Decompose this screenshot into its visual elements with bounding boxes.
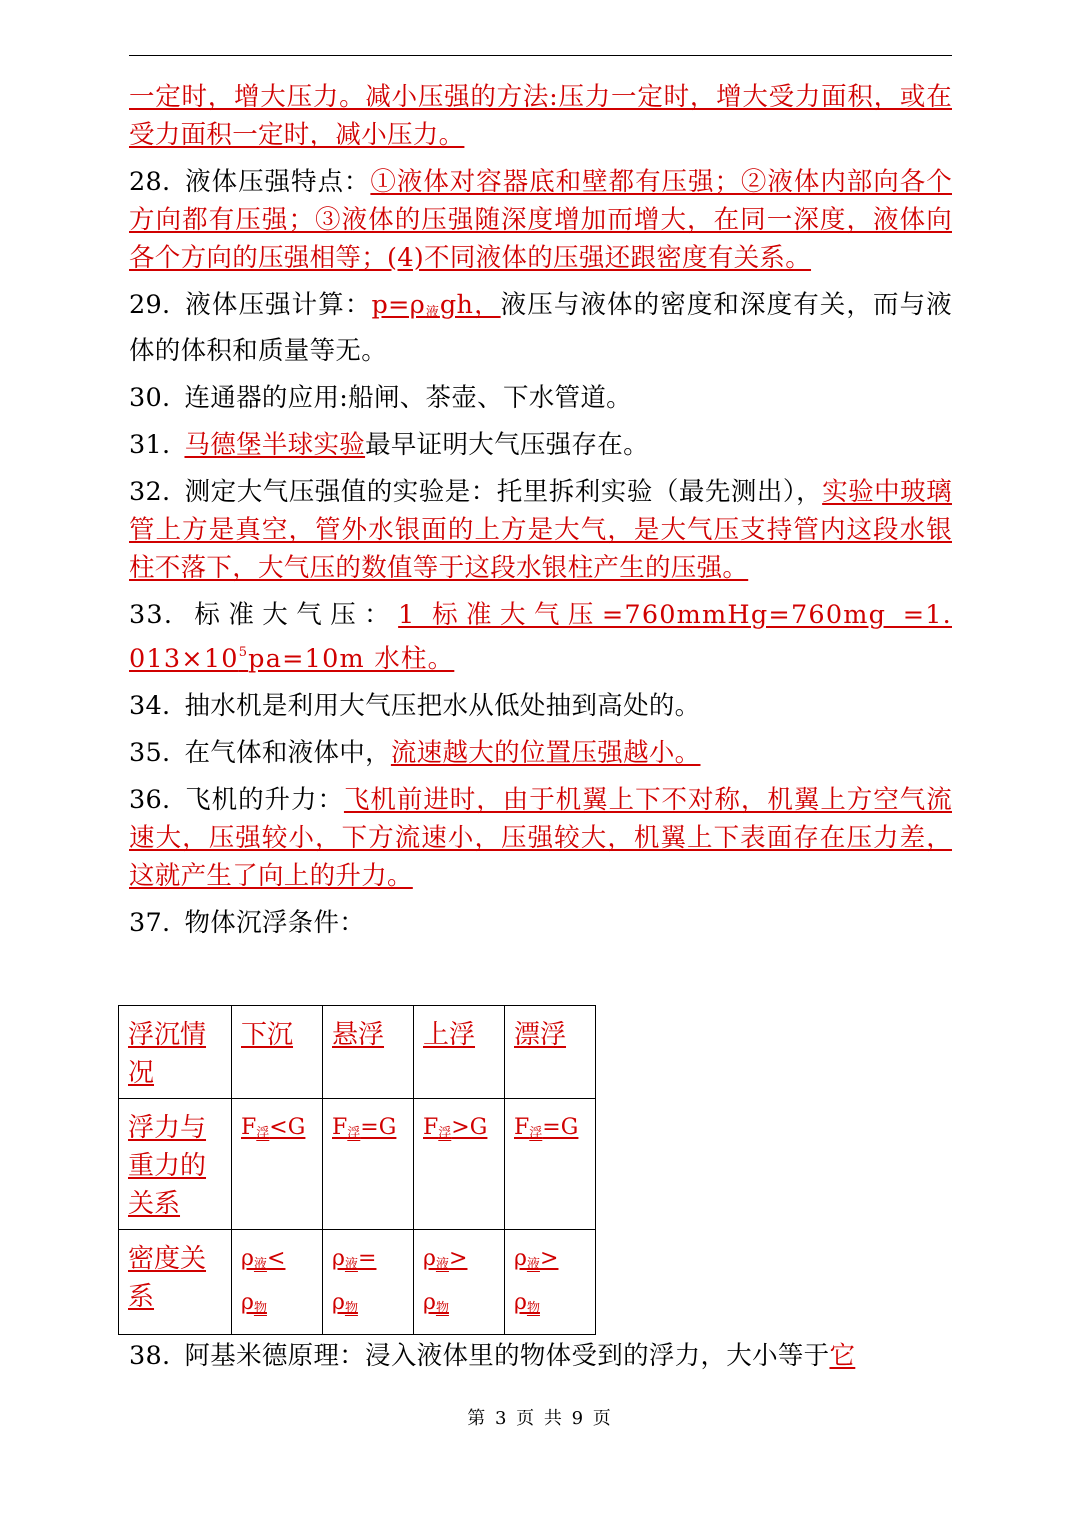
subscript: 液 xyxy=(253,1257,267,1272)
red-text: 实验中玻璃管上方是真空，管外水银面的上方是大气，是大气压支持管内这段水银柱不落下，大气压的数值等于这段水银柱产生的压强。 xyxy=(129,477,952,583)
table-cell xyxy=(232,1099,323,1230)
table-header-cell xyxy=(119,1099,232,1230)
cell-text xyxy=(514,1246,558,1315)
red-text: 一定时，增大压力。减小压强的方法:压力一定时，增大受力面积，或在受力面积一定时，减小压力。 xyxy=(129,82,952,150)
subscript: 物 xyxy=(253,1301,267,1316)
rho-symbol: ρ xyxy=(241,1246,254,1271)
relation: =G xyxy=(542,1115,579,1140)
formula-part: gh， xyxy=(439,290,501,320)
table-row xyxy=(119,1006,596,1099)
cell-text xyxy=(241,1246,285,1315)
subscript: 浮 xyxy=(347,1126,361,1141)
item-number: 28. xyxy=(129,167,171,197)
paragraph-29 xyxy=(129,286,952,370)
item-text: 连通器的应用:船闸、茶壶、下水管道。 xyxy=(184,383,632,413)
relation: <G xyxy=(269,1115,306,1140)
table-cell xyxy=(323,1230,414,1335)
paragraph-34 xyxy=(129,687,952,725)
subscript: 物 xyxy=(435,1301,449,1316)
item-number: 30. xyxy=(129,383,171,413)
cell-text xyxy=(423,1246,467,1315)
force-symbol: F xyxy=(241,1115,257,1140)
table-cell xyxy=(505,1099,596,1230)
item-number: 31. xyxy=(129,430,171,460)
paragraph-38 xyxy=(129,1337,952,1375)
table-header-cell xyxy=(119,1006,232,1099)
cell-text xyxy=(332,1246,376,1315)
item-number: 33. xyxy=(129,600,174,630)
table-cell xyxy=(232,1230,323,1335)
item-label: 飞机的升力： xyxy=(184,785,344,815)
table-header-cell xyxy=(323,1006,414,1099)
force-symbol: F xyxy=(423,1115,439,1140)
item-label: 液体压强计算： xyxy=(184,290,372,320)
red-text: 飞机前进时，由于机翼上下不对称，机翼上方空气流速大，压强较小，下方流速小，压强较大，机翼上下表面存在压力差，这就产生了向上的升力。 xyxy=(129,785,952,891)
cell-text xyxy=(423,1115,487,1140)
cell-text: 浮沉情况 xyxy=(128,1020,207,1088)
table-row xyxy=(119,1099,596,1230)
force-symbol: F xyxy=(514,1115,530,1140)
paragraph-33 xyxy=(129,596,952,678)
item-label: 在气体和液体中， xyxy=(184,738,391,768)
item-number: 29. xyxy=(129,290,171,320)
header-rule xyxy=(129,55,952,56)
relation: > xyxy=(448,1246,468,1271)
item-text: 物体沉浮条件： xyxy=(184,908,366,938)
cell-text: 漂浮 xyxy=(514,1020,567,1050)
table-cell xyxy=(414,1099,505,1230)
subscript: 液 xyxy=(526,1257,540,1272)
item-text: 液压与液体的密度和深度有关，而与液体的体积和质量等无。 xyxy=(129,290,952,366)
formula-subscript: 液 xyxy=(425,305,440,320)
cell-text: 密度关系 xyxy=(128,1244,207,1312)
item-number: 35. xyxy=(129,738,171,768)
cell-text: 悬浮 xyxy=(332,1020,385,1050)
page-footer: 第 3 页 共 9 页 xyxy=(467,1408,613,1429)
paragraph-36 xyxy=(129,781,952,895)
float-sink-table xyxy=(118,1005,596,1335)
relation: < xyxy=(266,1246,286,1271)
formula-superscript: 5 xyxy=(238,645,249,660)
item-number: 37. xyxy=(129,908,171,938)
subscript: 浮 xyxy=(438,1126,452,1141)
table-header-cell xyxy=(505,1006,596,1099)
cell-text: 上浮 xyxy=(423,1020,476,1050)
paragraph-37 xyxy=(129,904,952,942)
item-number: 34. xyxy=(129,691,171,721)
rho-symbol: ρ xyxy=(514,1290,527,1315)
subscript: 液 xyxy=(435,1257,449,1272)
rho-symbol: ρ xyxy=(332,1246,345,1271)
rho-symbol: ρ xyxy=(423,1290,436,1315)
paragraph-28 xyxy=(129,163,952,277)
document-body xyxy=(129,78,952,951)
subscript: 浮 xyxy=(529,1126,543,1141)
item-label: 阿基米德原理：浸入液体里的物体受到的浮力，大小等于 xyxy=(184,1341,830,1371)
red-text: 流速越大的位置压强越小。 xyxy=(390,738,701,768)
rho-symbol: ρ xyxy=(514,1246,527,1271)
paragraph-30 xyxy=(129,379,952,417)
cell-text xyxy=(332,1115,396,1140)
subscript: 液 xyxy=(344,1257,358,1272)
table-header-cell xyxy=(232,1006,323,1099)
relation: = xyxy=(357,1246,377,1271)
formula-part: p=ρ xyxy=(371,290,426,320)
cell-text: 浮力与重力的关系 xyxy=(128,1113,207,1219)
formula-liquid-pressure xyxy=(371,290,500,320)
force-symbol: F xyxy=(332,1115,348,1140)
item-number: 36. xyxy=(129,785,171,815)
formula-part: pa=10m 水柱。 xyxy=(248,644,455,674)
item-text: 抽水机是利用大气压把水从低处抽到高处的。 xyxy=(184,691,701,721)
paragraph-32 xyxy=(129,473,952,587)
red-text: 它 xyxy=(829,1341,856,1371)
formula-part: 1 标准大气压=760mmHg=760mg =1. 013×10 xyxy=(129,600,952,674)
red-text: ①液体对容器底和壁都有压强；②液体内部向各个方向都有压强；③液体的压强随深度增加而增大，在同一深度，液体向各个方向的压强相等；(4)不同液体的压强还跟密度有关系。 xyxy=(129,167,952,273)
item-label: 液体压强特点： xyxy=(184,167,371,197)
rho-symbol: ρ xyxy=(423,1246,436,1271)
paragraph-35 xyxy=(129,734,952,772)
table-row xyxy=(119,1230,596,1335)
item-number: 38. xyxy=(129,1341,171,1371)
item-text: 最早证明大气压强存在。 xyxy=(365,430,649,460)
cell-text xyxy=(241,1115,305,1140)
table-cell xyxy=(414,1230,505,1335)
cell-text xyxy=(514,1115,578,1140)
red-text: 马德堡半球实验 xyxy=(184,430,366,460)
table-header-cell xyxy=(414,1006,505,1099)
cell-text: 下沉 xyxy=(241,1020,294,1050)
table-cell xyxy=(505,1230,596,1335)
subscript: 浮 xyxy=(256,1126,270,1141)
relation: =G xyxy=(360,1115,397,1140)
item-number: 32. xyxy=(129,477,171,507)
subscript: 物 xyxy=(526,1301,540,1316)
paragraph-31 xyxy=(129,426,952,464)
relation: >G xyxy=(451,1115,488,1140)
item-label: 标准大气压： xyxy=(187,600,399,630)
table-cell xyxy=(323,1099,414,1230)
subscript: 物 xyxy=(344,1301,358,1316)
item-label: 测定大气压强值的实验是：托里拆利实验（最先测出）， xyxy=(184,477,823,507)
paragraph-27 xyxy=(129,78,952,154)
rho-symbol: ρ xyxy=(332,1290,345,1315)
table-header-cell xyxy=(119,1230,232,1335)
relation: > xyxy=(539,1246,559,1271)
rho-symbol: ρ xyxy=(241,1290,254,1315)
